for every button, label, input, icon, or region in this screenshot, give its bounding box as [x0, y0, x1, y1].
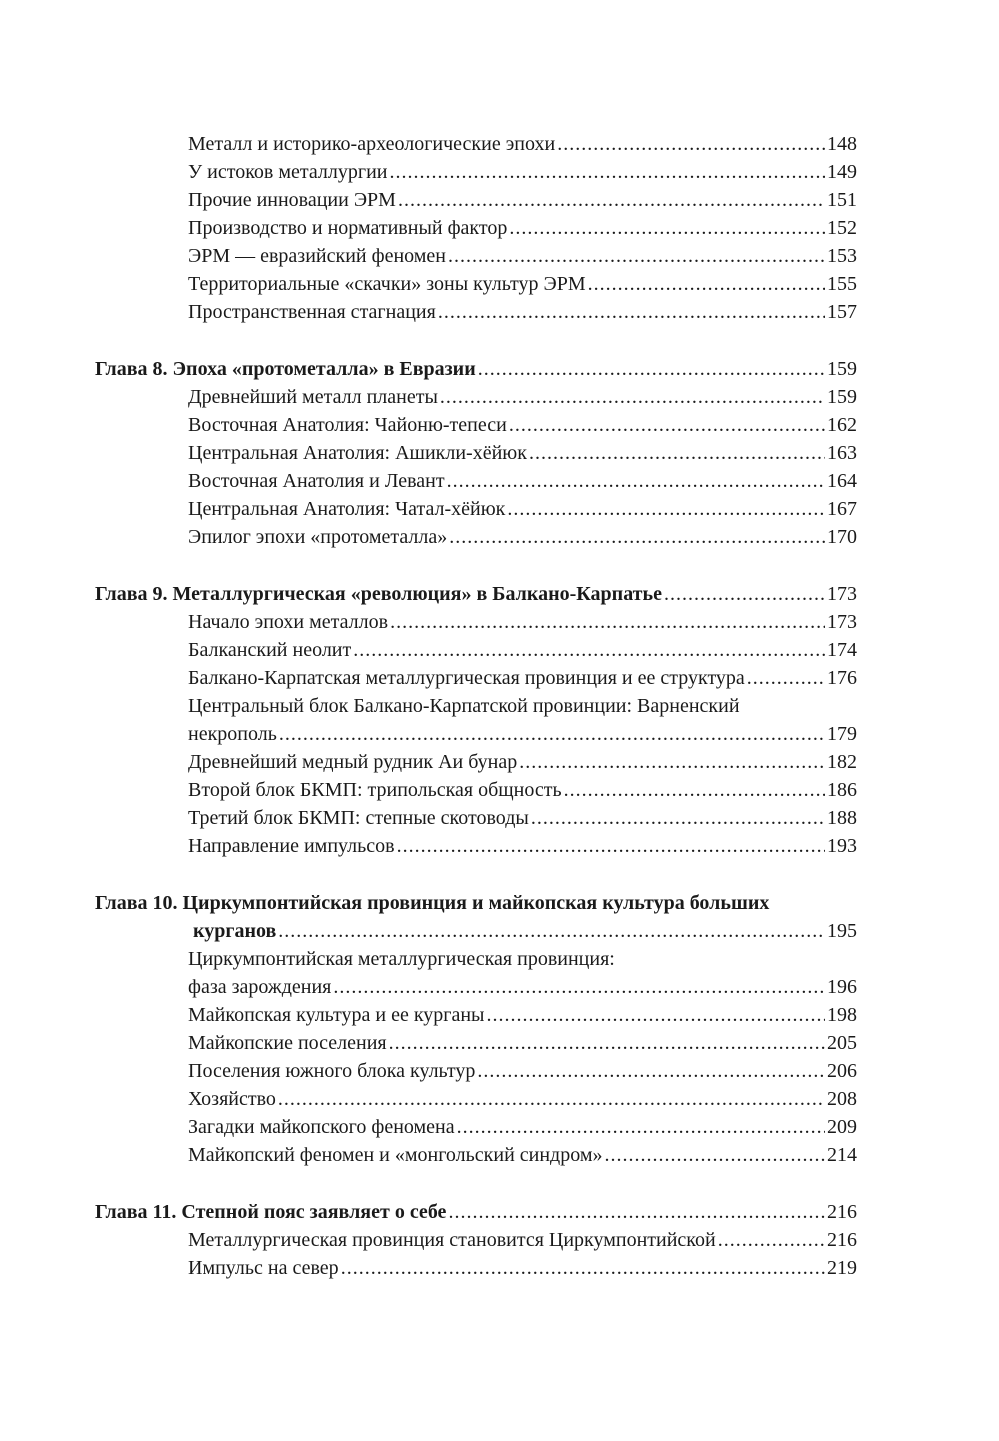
toc-page-number: 157 — [827, 301, 857, 323]
toc-page-number: 152 — [827, 217, 857, 239]
dot-leader — [487, 1001, 826, 1029]
toc-entry-title: Хозяйство — [188, 1088, 276, 1110]
toc-page-number: 164 — [827, 470, 857, 492]
toc-entry-title: Центральная Анатолия: Чатал-хёйюк — [188, 498, 506, 520]
toc-entry-line — [188, 608, 857, 636]
toc-entry-title: ЭРМ — евразийский феномен — [188, 245, 447, 267]
toc-page-number: 205 — [827, 1032, 857, 1054]
toc-entry-title: Эпилог эпохи «протометалла» — [188, 526, 448, 548]
toc-entry-title: Поселения южного блока культур — [188, 1060, 476, 1082]
toc-entry-line — [188, 270, 857, 298]
dot-leader — [447, 467, 825, 495]
toc-entry-title: Территориальные «скачки» зоны культур ЭРМ — [188, 273, 586, 295]
toc-page-number: 219 — [827, 1257, 857, 1279]
toc-page-number: 167 — [827, 498, 857, 520]
toc-chapter-line — [95, 1198, 857, 1226]
toc-page-number: 193 — [827, 835, 857, 857]
toc-entry-line — [188, 832, 857, 860]
toc-entry-line — [188, 495, 857, 523]
toc-entry-line — [188, 439, 857, 467]
toc-entry-title: Глава 10. Циркумпонтийская провинция и майкопская культура больших — [95, 892, 770, 914]
toc-entry-title: Металл и историко-археологические эпохи — [188, 133, 556, 155]
toc-entry-title: Металлургическая провинция становится Циркумпонтийской — [188, 1229, 716, 1251]
toc-entry-title: Циркумпонтийская металлургическая провинция: — [188, 948, 615, 970]
toc-chapter-line — [193, 917, 857, 945]
toc-chapter-line — [95, 889, 857, 917]
toc-page-number: 216 — [827, 1229, 857, 1251]
toc-entry-title: Производство и нормативный фактор — [188, 217, 508, 239]
dot-leader — [448, 1198, 825, 1226]
toc-entry-line — [188, 776, 857, 804]
dot-leader — [333, 973, 825, 1001]
toc-entry-line — [188, 720, 857, 748]
toc-entry-title: Третий блок БКМП: степные скотоводы — [188, 807, 529, 829]
dot-leader — [718, 1226, 825, 1254]
toc-entry-title: Второй блок БКМП: трипольская общность — [188, 779, 562, 801]
toc-page-number: 159 — [827, 386, 857, 408]
toc-page-number: 186 — [827, 779, 857, 801]
toc-page-number: 148 — [827, 133, 857, 155]
toc-entry-title: Начало эпохи металлов — [188, 611, 389, 633]
dot-leader — [341, 1254, 825, 1282]
toc-entry-line — [188, 1085, 857, 1113]
toc-entry-title: Майкопские поселения — [188, 1032, 387, 1054]
toc-entry-line — [188, 664, 857, 692]
dot-leader — [507, 495, 825, 523]
dot-leader — [519, 748, 825, 776]
dot-leader — [564, 776, 825, 804]
toc-entry-title: Майкопская культура и ее курганы — [188, 1004, 485, 1026]
toc-entry-title: Пространственная стагнация — [188, 301, 436, 323]
toc-page-number: 208 — [827, 1088, 857, 1110]
toc-page-number: 176 — [827, 667, 857, 689]
toc-entry-line — [188, 1226, 857, 1254]
toc-page-number: 198 — [827, 1004, 857, 1026]
toc-entry-title: Центральная Анатолия: Ашикли-хёйюк — [188, 442, 527, 464]
dot-leader — [605, 1141, 825, 1169]
toc-page-number: 155 — [827, 273, 857, 295]
toc-entry-line — [188, 1141, 857, 1169]
toc-page-number: 173 — [827, 583, 857, 605]
toc-entry-title: некрополь — [188, 723, 277, 745]
toc-entry-title: Загадки майкопского феномена — [188, 1116, 455, 1138]
toc-entry-line — [188, 804, 857, 832]
toc-entry-title: Прочие инновации ЭРМ — [188, 189, 396, 211]
dot-leader — [397, 832, 825, 860]
toc-entry-line — [188, 945, 857, 973]
toc-entry-title: Глава 8. Эпоха «протометалла» в Евразии — [95, 358, 476, 380]
toc-entry-line — [188, 1057, 857, 1085]
toc-entry-line — [188, 158, 857, 186]
toc-entry-title: Восточная Анатолия и Левант — [188, 470, 445, 492]
toc-entry-line — [188, 214, 857, 242]
toc-entry-title: Глава 11. Степной пояс заявляет о себе — [95, 1201, 447, 1223]
toc-entry-line — [188, 748, 857, 776]
toc-entry-line — [188, 973, 857, 1001]
dot-leader — [353, 636, 825, 664]
toc-page-number: 149 — [827, 161, 857, 183]
toc-entry-line — [188, 186, 857, 214]
toc-page-number: 195 — [827, 920, 857, 942]
dot-leader — [531, 804, 825, 832]
toc-page-number: 173 — [827, 611, 857, 633]
dot-leader — [529, 439, 825, 467]
toc-entry-line — [188, 298, 857, 326]
dot-leader — [478, 355, 825, 383]
toc-page-number: 196 — [827, 976, 857, 998]
dot-leader — [664, 580, 825, 608]
toc-entry-title: Древнейший медный рудник Аи бунар — [188, 751, 518, 773]
dot-leader — [509, 214, 825, 242]
toc-page-number: 214 — [827, 1144, 857, 1166]
toc-entry-line — [188, 467, 857, 495]
dot-leader — [438, 298, 825, 326]
dot-leader — [747, 664, 825, 692]
toc-page-number: 174 — [827, 639, 857, 661]
dot-leader — [398, 186, 825, 214]
toc-page-number: 163 — [827, 442, 857, 464]
toc-entry-title: Майкопский феномен и «монгольский синдром» — [188, 1144, 603, 1166]
dot-leader — [278, 917, 825, 945]
toc-page-number: 159 — [827, 358, 857, 380]
toc-chapter-line — [95, 355, 857, 383]
toc-page-number: 179 — [827, 723, 857, 745]
toc-page-number: 182 — [827, 751, 857, 773]
dot-leader — [389, 1029, 825, 1057]
toc-entry-title: Балкано-Карпатская металлургическая провинция и ее структура — [188, 667, 745, 689]
toc-page-number: 153 — [827, 245, 857, 267]
dot-leader — [279, 720, 825, 748]
toc-page-number: 170 — [827, 526, 857, 548]
dot-leader — [390, 608, 825, 636]
toc-entry-title: У истоков металлургии — [188, 161, 388, 183]
toc-entry-title: Направление импульсов — [188, 835, 395, 857]
toc-entry-title: курганов — [193, 920, 277, 942]
toc-entry-line — [188, 523, 857, 551]
toc-entry-line — [188, 1029, 857, 1057]
toc-chapter-line — [95, 580, 857, 608]
toc-entry-line — [188, 1113, 857, 1141]
toc-entry-title: фаза зарождения — [188, 976, 332, 998]
dot-leader — [509, 411, 825, 439]
toc-entry-line — [188, 1254, 857, 1282]
toc-entry-line — [188, 383, 857, 411]
toc-entry-title: Древнейший металл планеты — [188, 386, 438, 408]
toc-entry-line — [188, 636, 857, 664]
toc-entry-title: Центральный блок Балкано-Карпатской провинции: Варненский — [188, 695, 740, 717]
toc-entry-line — [188, 242, 857, 270]
dot-leader — [457, 1113, 825, 1141]
toc-page-number: 216 — [827, 1201, 857, 1223]
toc-entry-line — [188, 692, 857, 720]
toc-page-number: 209 — [827, 1116, 857, 1138]
dot-leader — [448, 242, 825, 270]
toc-page-number: 151 — [827, 189, 857, 211]
toc-entry-title: Восточная Анатолия: Чайоню-тепеси — [188, 414, 507, 436]
dot-leader — [449, 523, 825, 551]
toc-entry-line — [188, 1001, 857, 1029]
dot-leader — [390, 158, 825, 186]
toc-entry-title: Балканский неолит — [188, 639, 352, 661]
toc-entry-title: Импульс на север — [188, 1257, 339, 1279]
dot-leader — [440, 383, 825, 411]
toc-page-number: 162 — [827, 414, 857, 436]
toc-page-number: 188 — [827, 807, 857, 829]
dot-leader — [588, 270, 825, 298]
dot-leader — [278, 1085, 825, 1113]
toc-entry-title: Глава 9. Металлургическая «революция» в Балкано-Карпатье — [95, 583, 662, 605]
dot-leader — [557, 130, 825, 158]
toc-entry-line — [188, 130, 857, 158]
toc-entry-line — [188, 411, 857, 439]
toc-page-number: 206 — [827, 1060, 857, 1082]
dot-leader — [477, 1057, 825, 1085]
